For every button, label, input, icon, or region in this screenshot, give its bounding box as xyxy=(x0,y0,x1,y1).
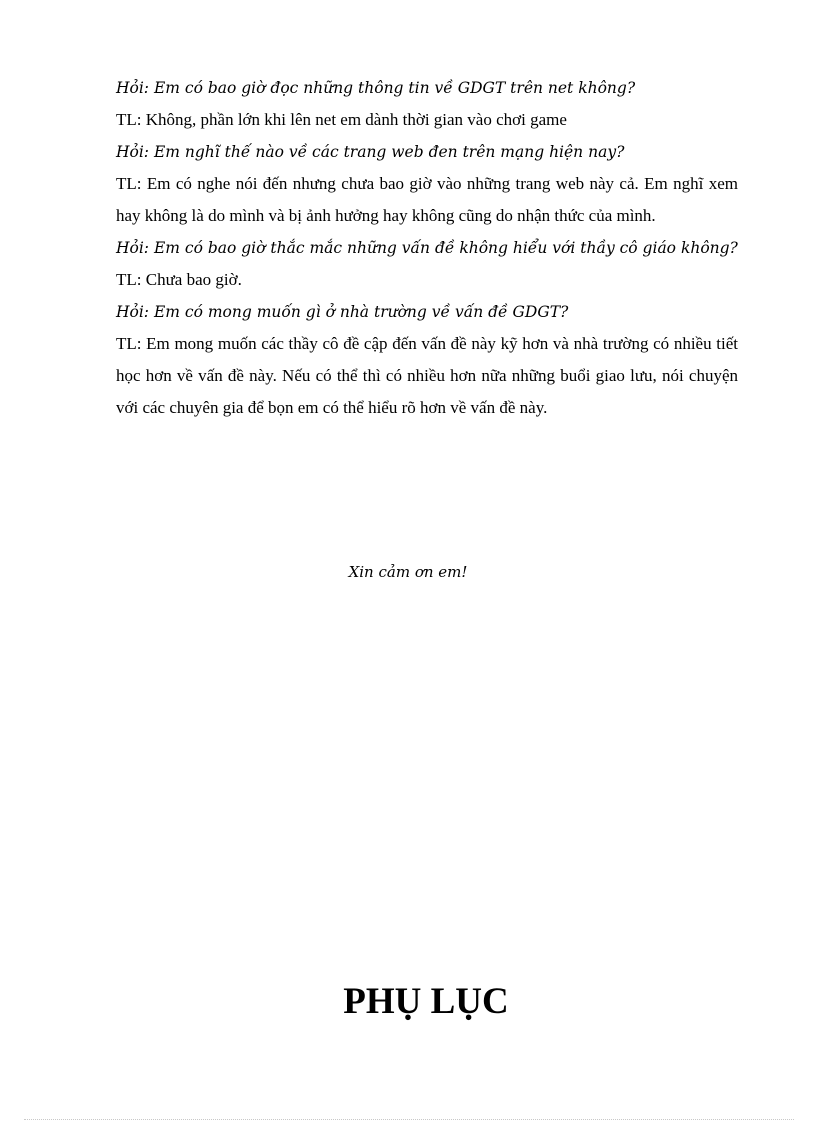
interview-transcript xyxy=(116,72,738,424)
interview-question: Hỏi: Em có mong muốn gì ở nhà trường về vấn đề GDGT? xyxy=(116,303,569,321)
footer-divider xyxy=(24,1119,794,1120)
interview-answer: TL: Em mong muốn các thầy cô đề cập đến vấn đề này kỹ hơn và nhà trường có nhiều tiết học hơn về vấn đề này. Nếu có thể thì có nhiều hơn nữa những buổi giao lưu, nói chuyện với các chuyên gia để bọn em có thể hiểu rõ hơn về vấn đề này. xyxy=(116,334,738,417)
interview-question: Hỏi: Em nghĩ thế nào về các trang web đen trên mạng hiện nay? xyxy=(116,143,625,161)
interview-question: Hỏi: Em có bao giờ thắc mắc những vấn đề không hiểu với thầy cô giáo không? xyxy=(116,239,738,257)
interview-question: Hỏi: Em có bao giờ đọc những thông tin về GDGT trên net không? xyxy=(116,79,636,97)
interview-answer: TL: Chưa bao giờ. xyxy=(116,270,242,289)
interview-answer: TL: Không, phần lớn khi lên net em dành thời gian vào chơi game xyxy=(116,110,567,129)
appendix-heading: PHỤ LỤC xyxy=(343,981,509,1022)
closing-thanks: Xin cảm ơn em! xyxy=(348,563,468,581)
interview-answer: TL: Em có nghe nói đến nhưng chưa bao giờ vào những trang web này cả. Em nghĩ xem hay không là do mình và bị ảnh hưởng hay không cũng do nhận thức của mình. xyxy=(116,174,738,225)
